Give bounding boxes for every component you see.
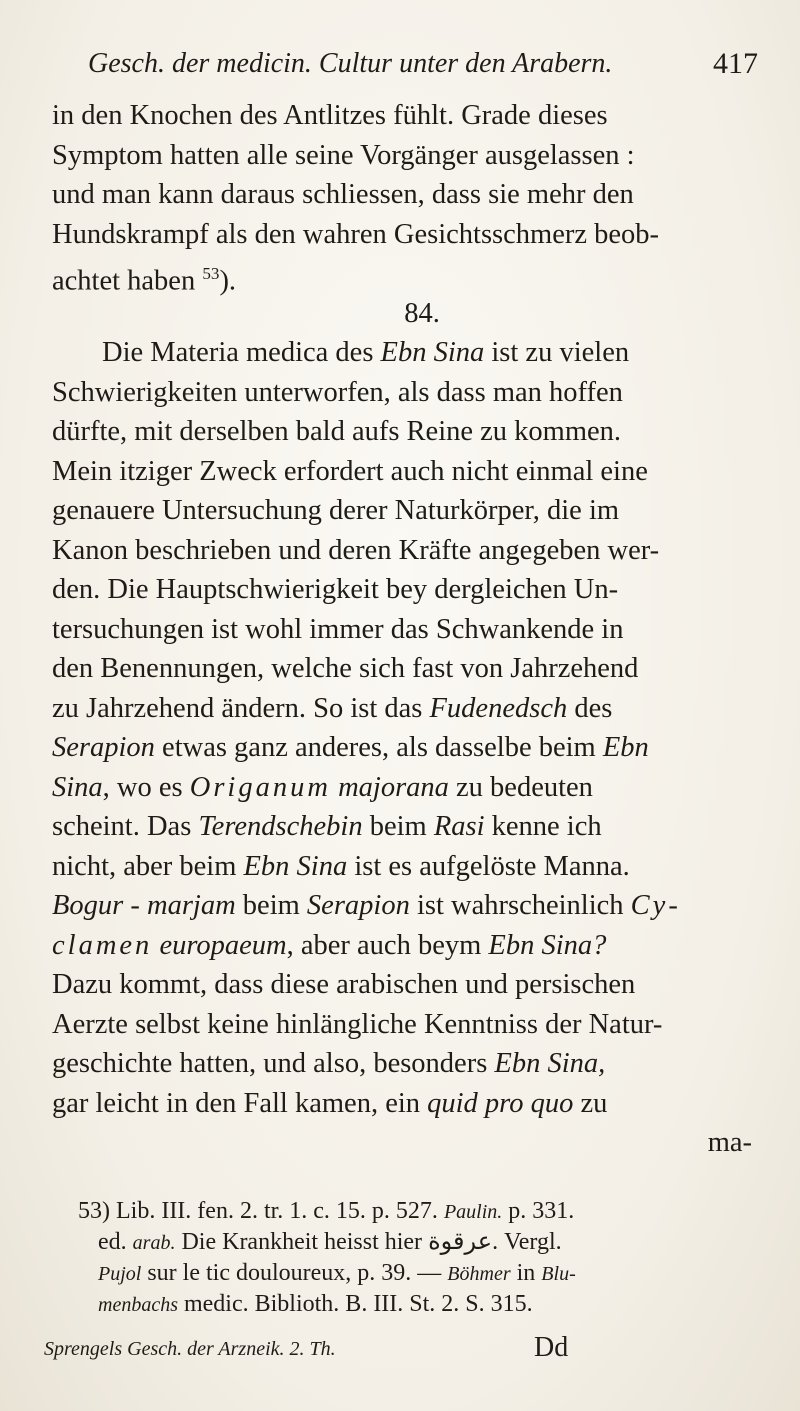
main-text (52, 96, 752, 1163)
italic-term: arab. (132, 1232, 176, 1254)
spaced-term: Cy- (630, 890, 681, 921)
footnote-line (78, 1289, 768, 1320)
text-segment: ed. (98, 1229, 133, 1255)
text-line: Dazu kommt, dass diese arabischen und persischen (52, 969, 636, 1000)
text-line (52, 768, 752, 808)
text-segment: beim (362, 811, 434, 842)
page-number: 417 (713, 47, 758, 80)
text-line (52, 689, 752, 729)
text-line (52, 254, 752, 297)
spaced-term: Origanum (189, 771, 331, 803)
text-segment: zu Jahrzehend ändern. So ist das (52, 692, 430, 724)
text-segment: . Vergl. (492, 1229, 562, 1255)
italic-term: europaeum (152, 929, 287, 961)
text-line (52, 807, 752, 847)
signature-line (44, 1332, 764, 1372)
italic-term: Rasi (433, 811, 485, 842)
italic-term: Pujol (98, 1263, 142, 1285)
arabic-word: عرقوة (428, 1229, 493, 1255)
text-line: in den Knochen des Antlitzes fühlt. Grade dieses (52, 100, 608, 131)
text-line (52, 333, 752, 373)
text-segment: ist zu vielen (484, 337, 630, 368)
section-number: 84. (404, 297, 440, 329)
italic-term: Blu- (541, 1263, 576, 1285)
text-line: tersuchungen ist wohl immer das Schwankende in (52, 613, 624, 645)
text-segment: sur le tic douloureux, p. 39. — (141, 1260, 448, 1286)
text-segment: kenne ich (484, 811, 602, 842)
italic-term: quid pro quo (427, 1087, 574, 1119)
text-segment: des (567, 692, 613, 724)
text-segment: etwas ganz anderes, als dasselbe beim (154, 732, 603, 763)
text-line (52, 847, 752, 887)
italic-term: majorana (330, 771, 449, 803)
text-line: Aerzte selbst keine hinlängliche Kenntniss der Natur- (52, 1008, 663, 1040)
text-line: und man kann daraus schliessen, dass sie mehr den (52, 179, 634, 210)
italic-term: Böhmer (447, 1263, 511, 1285)
footnote-ref: 53 (202, 264, 220, 283)
text-line (52, 1084, 752, 1124)
italic-term: Paulin. (443, 1201, 503, 1223)
text-segment: gar leicht in den Fall kamen, ein (52, 1087, 428, 1119)
text-line (52, 1044, 752, 1084)
text-line (52, 926, 752, 966)
italic-term: Sina (52, 771, 103, 803)
footnotes (78, 1196, 768, 1320)
text-segment: geschichte hatten, und also, besonders (52, 1048, 495, 1079)
italic-term: Terendschebin (198, 811, 363, 842)
text-segment: Die Krankheit heisst hier (175, 1229, 429, 1255)
text-segment: , wo es (102, 771, 190, 803)
italic-term: menbachs (98, 1294, 178, 1316)
italic-term: Serapion (52, 732, 155, 763)
text-line: Kanon beschrieben und deren Kräfte angegeben wer- (52, 534, 660, 566)
text-segment: , aber auch beym (286, 929, 489, 961)
signature-source: Sprengels Gesch. der Arzneik. 2. Th. (44, 1338, 336, 1360)
text-line (52, 886, 752, 926)
footnote-line (78, 1227, 768, 1258)
footnote-line (78, 1258, 768, 1289)
catchword: ma- (707, 1127, 752, 1158)
text-segment: beim (235, 890, 307, 921)
text-segment: p. 331. (502, 1198, 575, 1224)
text-segment: zu bedeuten (448, 771, 593, 803)
text-segment: ist wahrscheinlich (409, 890, 631, 921)
text-line: genauere Untersuchung derer Naturkörper, die im (52, 495, 620, 526)
text-segment: in (510, 1260, 542, 1286)
text-segment: Die Materia medica des (102, 337, 381, 368)
italic-term: Ebn Sina (380, 337, 485, 368)
text-segment: zu (573, 1087, 608, 1119)
italic-term: Fudenedsch (429, 692, 568, 724)
text-line: Hundskrampf als den wahren Gesichtsschmerz beob- (52, 218, 660, 250)
spaced-term: clamen (52, 929, 153, 961)
text-line (52, 728, 752, 768)
signature-mark: Dd (534, 1332, 569, 1363)
text-segment: 53) Lib. III. fen. 2. tr. 1. c. 15. p. 527. (78, 1198, 444, 1224)
text-line: den Benennungen, welche sich fast von Jahrzehend (52, 653, 639, 684)
text-line: dürfte, mit derselben bald aufs Reine zu kommen. (52, 416, 622, 447)
text-segment: scheint. Das (52, 811, 199, 842)
text-segment: ). (219, 265, 237, 297)
running-header (88, 40, 768, 88)
italic-term: Ebn Sina? (488, 929, 607, 961)
text-line: Symptom hatten alle seine Vorgänger ausgelassen : (52, 139, 635, 171)
text-segment: nicht, aber beim (52, 850, 244, 882)
italic-term: Ebn (602, 732, 649, 763)
italic-term: Bogur - marjam (52, 890, 236, 921)
text-segment: ist es aufgelöste Manna. (347, 850, 630, 882)
italic-term: Serapion (306, 890, 410, 921)
italic-term: Ebn Sina, (494, 1048, 606, 1079)
footnote-line (78, 1196, 768, 1227)
text-segment: achtet haben (52, 265, 203, 297)
italic-term: Ebn Sina (243, 850, 348, 882)
running-title: Gesch. der medicin. Cultur unter den Arabern. (88, 48, 613, 79)
text-line: Mein itziger Zweck erfordert auch nicht einmal eine (52, 455, 648, 487)
text-line: den. Die Hauptschwierigkeit bey dergleichen Un- (52, 574, 619, 605)
text-line: Schwierigkeiten unterworfen, als dass man hoffen (52, 376, 623, 408)
text-segment: medic. Biblioth. B. III. St. 2. S. 315. (177, 1291, 533, 1317)
